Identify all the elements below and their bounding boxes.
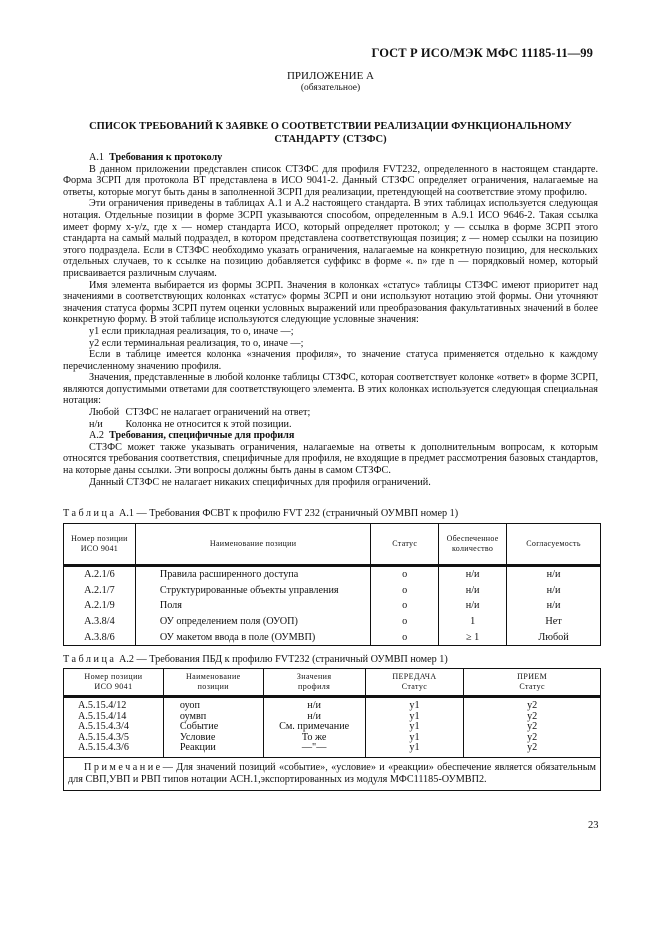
- section-title: Требования к протоколу: [109, 152, 223, 163]
- cell-profile-value: н/и: [307, 700, 321, 711]
- column-profile-values: [263, 697, 365, 758]
- caption-text: А.1 — Требования ФСВТ к профилю FVT 232 (страничный ОУМВП номер 1): [118, 508, 459, 519]
- cell-negotiable: н/и: [507, 566, 601, 583]
- cell-profile-value: н/и: [307, 710, 321, 722]
- notation-item: [63, 419, 598, 431]
- cell-status: о: [371, 598, 439, 614]
- column-header: Номер позиции ИСО 9041: [64, 524, 136, 566]
- paragraph: Эти ограничения приведены в таблицах А.1 и А.2 настоящего стандарта. В этих таблицах используется следующая нотация. Отдельные позиции в форме ЗСРП указываются способом, определенным в А.9.1 ИСО 9646-2. Такая ссылка имеет форму x-y/z, где x — номер стандарта ИСО, который определяет протокол; y — ссылка в форме ЗСРП этого стандарта на самый малый подраздел, в котором представлена соответствующая позиция; z — номер ссылки на позицию этого подраздела. Если в СТЗФС необходимо указать ограничения, налагаемые на конкретную позицию, для нескольких отдельных случаев, то к ссылке на позицию добавляется суффикс в форме «. n» где n — порядковый номер, который присваивается различным случаям.: [63, 198, 598, 279]
- section-number: А.2: [89, 430, 104, 442]
- table-row: [64, 598, 601, 614]
- table-header-row: [64, 524, 601, 566]
- paragraph: СТЗФС может также указывать ограничения, налагаемые на ответы к дополнительным вопросам, к которым относятся требования соответствия, специфичные для профиля, не входящие в предмет рассмотрения базовых стандартов, на которые даны ссылки. Эти вопросы должны быть даны в самом СТЗФС.: [63, 441, 598, 477]
- table-row: [64, 614, 601, 630]
- column-header: [64, 669, 164, 697]
- document-header: ГОСТ Р ИСО/МЭК МФС 11185-11—99: [371, 46, 593, 60]
- column-header: Обеспеченное количество: [439, 524, 507, 566]
- caption-text: А.2 — Требования ПБД к профилю FVT232 (страничный ОУМВП номер 1): [118, 654, 448, 665]
- section-number: А.1: [89, 152, 104, 163]
- cell-item-number: А.5.15.4.3/4: [78, 721, 129, 733]
- section-a1-heading: [63, 152, 598, 164]
- annex-heading: [0, 70, 661, 94]
- cell-receive-status: y2: [527, 710, 538, 722]
- cell-profile-value: —"—: [301, 742, 327, 754]
- paragraph: Данный СТЗФС не налагает никаких специфичных для профиля ограничений.: [89, 476, 431, 488]
- cell-receive-status: y2: [527, 700, 538, 711]
- cell-transmit-status: y1: [409, 700, 420, 711]
- cell-item-name: Правила расширенного доступа: [135, 566, 370, 583]
- title-line-2: СТАНДАРТУ (СТЗФС): [274, 134, 387, 145]
- condition-item: y2 если терминальная реализация, то о, иначе —;: [89, 337, 304, 349]
- cell-transmit-status: y1: [409, 742, 420, 754]
- cell-item-number: А.2.1/6: [64, 566, 136, 583]
- document-title: [60, 120, 601, 146]
- note-label: Примечание: [84, 761, 163, 773]
- cell-status: о: [371, 614, 439, 630]
- header-line: Наименование: [185, 672, 241, 681]
- page-number: 23: [588, 820, 599, 831]
- cell-item-name: ОУ макетом ввода в поле (ОУМВП): [135, 629, 370, 645]
- cell-status: о: [371, 583, 439, 599]
- table-row: [64, 629, 601, 645]
- cell-item-number: А.5.15.4.3/5: [78, 731, 129, 743]
- header-line: Значения: [296, 672, 332, 681]
- cell-item-name: оумвп: [179, 710, 207, 722]
- table-a2: [63, 668, 601, 791]
- table-note-row: [64, 757, 601, 790]
- paragraph: Значения, представленные в любой колонке таблицы СТЗФС, которая соответствует колонке «ответ» в форме ЗСРП, являются допустимыми ответами для соответствующего элемента. В этих колонках используется следующая специальная нотация:: [63, 372, 598, 407]
- cell-status: о: [371, 566, 439, 583]
- cell-receive-status: y2: [527, 721, 538, 733]
- table-row: [64, 583, 601, 599]
- column-receive-status: [464, 697, 601, 758]
- header-line: Номер позиции: [84, 672, 143, 681]
- cell-item-number: А.2.1/7: [64, 583, 136, 599]
- column-header: Наименование позиции: [135, 524, 370, 566]
- cell-negotiable: н/и: [507, 583, 601, 599]
- table-header-row: [64, 669, 601, 697]
- table-row: [64, 566, 601, 583]
- column-transmit-status: [365, 697, 464, 758]
- cell-item-number: А.5.15.4/14: [78, 710, 127, 722]
- cell-status: о: [371, 629, 439, 645]
- notation-value: СТЗФС не налагает ограничений на ответ;: [125, 407, 311, 419]
- column-header: [365, 669, 464, 697]
- cell-item-name: Поля: [135, 598, 370, 614]
- cell-quantity: ≥ 1: [439, 629, 507, 645]
- column-item-names: [163, 697, 263, 758]
- cell-item-number: А.2.1/9: [64, 598, 136, 614]
- title-line-1: СПИСОК ТРЕБОВАНИЙ К ЗАЯВКЕ О СООТВЕТСТВИИ РЕАЛИЗАЦИИ ФУНКЦИОНАЛЬНОМУ: [89, 121, 572, 132]
- caption-label: Таблица: [63, 508, 117, 519]
- cell-quantity: н/и: [439, 566, 507, 583]
- cell-quantity: 1: [439, 614, 507, 630]
- header-line: ИСО 9041: [94, 682, 133, 691]
- cell-quantity: н/и: [439, 598, 507, 614]
- notation-item: [63, 407, 598, 419]
- cell-item-name: оуоп: [179, 700, 200, 711]
- cell-profile-value: То же: [301, 731, 327, 743]
- cell-negotiable: Любой: [507, 629, 601, 645]
- paragraph: В данном приложении представлен список СТЗФС для профиля FVT232, определенного в настоящем стандарте. Форма ЗСРП для протокола ВТ представлена в ИСО 9041-2. Данный СТЗФС определяет ограничения, налагаемые на ответы, которые могут быть даны в заполненной ЗСРП для реализации, претендующей на соответствие этому профилю.: [63, 163, 598, 198]
- column-header: Статус: [371, 524, 439, 566]
- cell-item-number: А.5.15.4/12: [78, 700, 127, 711]
- note-text: — Для значений позиций «событие», «условие» и «реакции» обеспечение является обязательным для СВП,УВП и РВП типов нотации АСН.1,экспортированных из модуля МФС11185-ОУМВП2.: [68, 761, 596, 785]
- paragraph: Имя элемента выбирается из формы ЗСРП. Значения в колонках «статус» таблицы СТЗФС имеют приоритет над значениями в соответствующих колонках «статус» формы ЗСРП и они используют нотацию этой формы. Они уточняют значения статуса формы ЗСРП путем оценки условных выражений или преобразования факультативных значений в более конкретную форму. В этой таблице используются следующие условные значения:: [63, 279, 598, 326]
- header-line: ПРИЕМ: [517, 672, 548, 681]
- cell-item-number: А.3.8/4: [64, 614, 136, 630]
- header-line: ПЕРЕДАЧА: [392, 672, 437, 681]
- table1-caption: [63, 508, 458, 519]
- cell-item-name: ОУ определением поля (ОУОП): [135, 614, 370, 630]
- column-header: [464, 669, 601, 697]
- caption-label: Таблица: [63, 654, 117, 665]
- column-header: [263, 669, 365, 697]
- header-line: позиции: [197, 682, 229, 691]
- cell-item-name: Структурированные объекты управления: [135, 583, 370, 599]
- notation-key: н/и: [89, 418, 103, 430]
- table-a1: [63, 523, 601, 646]
- table2-caption: [63, 654, 448, 665]
- cell-item-name: Условие: [179, 731, 216, 743]
- header-line: Статус: [519, 682, 545, 691]
- column-header: Согласуемость: [507, 524, 601, 566]
- cell-item-number: А.5.15.4.3/6: [78, 742, 129, 754]
- cell-quantity: н/и: [439, 583, 507, 599]
- paragraph: Если в таблице имеется колонка «значения профиля», то значение статуса применяется отдельно к каждому перечисленному значению профиля.: [63, 349, 598, 372]
- header-line: Статус: [401, 682, 428, 691]
- body-text: [63, 152, 598, 488]
- table-note: [64, 757, 601, 790]
- annex-subtitle: (обязательное): [300, 83, 361, 93]
- cell-transmit-status: y1: [409, 731, 420, 743]
- cell-negotiable: н/и: [507, 598, 601, 614]
- table-body: [64, 697, 601, 758]
- column-item-numbers: [64, 697, 164, 758]
- cell-negotiable: Нет: [507, 614, 601, 630]
- section-a2-heading: [63, 430, 598, 442]
- notation-value: Колонка не относится к этой позиции.: [125, 418, 292, 430]
- section-title: Требования, специфичные для профиля: [109, 430, 295, 442]
- cell-profile-value: См. примечание: [279, 721, 350, 733]
- cell-item-name: Реакции: [179, 742, 216, 754]
- cell-item-number: А.3.8/6: [64, 629, 136, 645]
- notation-key: Любой: [89, 407, 120, 419]
- cell-transmit-status: y1: [409, 721, 420, 733]
- condition-item: y1 если прикладная реализация, то о, иначе —;: [89, 325, 294, 337]
- cell-transmit-status: y1: [409, 710, 420, 722]
- header-line: профиля: [298, 682, 331, 691]
- column-header: [163, 669, 263, 697]
- annex-title: ПРИЛОЖЕНИЕ А: [286, 70, 374, 82]
- cell-receive-status: y2: [527, 742, 538, 754]
- cell-receive-status: y2: [527, 731, 538, 743]
- cell-item-name: Событие: [179, 721, 219, 733]
